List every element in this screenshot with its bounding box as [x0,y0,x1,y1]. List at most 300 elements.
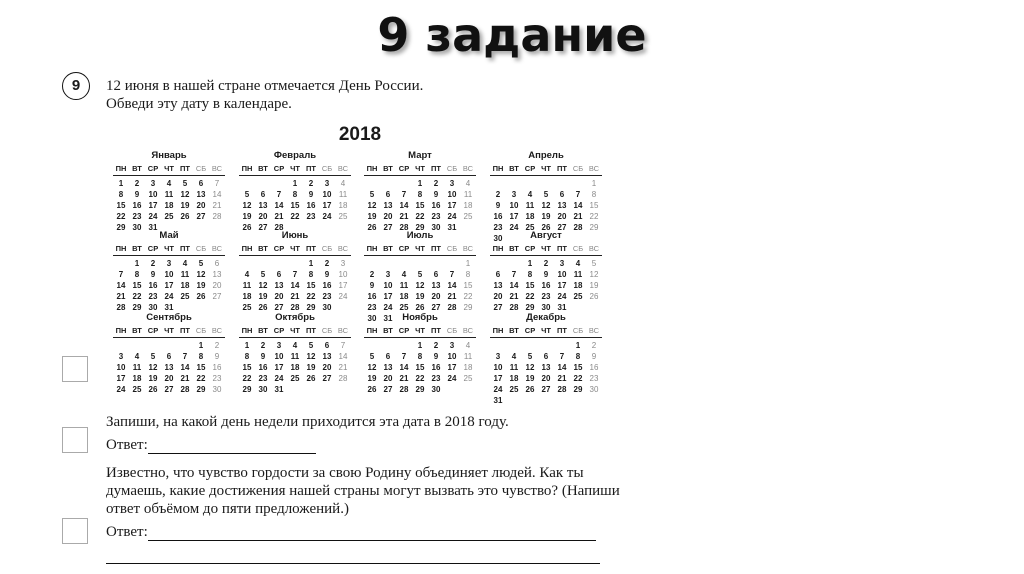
day-cell[interactable]: 14 [557,363,567,372]
day-cell[interactable]: 2 [308,179,314,188]
day-cell[interactable]: 24 [383,303,393,312]
day-cell[interactable]: 5 [308,341,314,350]
day-cell[interactable]: 5 [591,259,597,268]
day-cell[interactable]: 5 [417,270,423,279]
day-cell[interactable]: 12 [541,201,551,210]
day-cell[interactable]: 21 [274,212,284,221]
day-cell[interactable]: 26 [415,303,425,312]
day-cell[interactable]: 19 [180,201,190,210]
answer-box-3[interactable] [62,518,88,544]
day-cell[interactable]: 26 [148,385,158,394]
day-cell[interactable]: 30 [212,385,222,394]
day-cell[interactable]: 18 [338,201,348,210]
day-cell[interactable]: 6 [324,341,330,350]
day-cell[interactable]: 8 [292,190,298,199]
day-cell[interactable]: 31 [148,223,158,232]
day-cell[interactable]: 2 [324,259,330,268]
day-cell[interactable]: 2 [543,259,549,268]
day-cell[interactable]: 28 [447,303,457,312]
day-cell[interactable]: 3 [340,259,346,268]
day-cell[interactable]: 10 [557,270,567,279]
day-cell[interactable]: 11 [399,281,409,290]
day-cell[interactable]: 10 [322,190,332,199]
day-cell[interactable]: 23 [306,212,316,221]
day-cell[interactable]: 20 [196,201,206,210]
day-cell[interactable]: 27 [212,292,222,301]
day-cell[interactable]: 10 [148,190,158,199]
day-cell[interactable]: 20 [383,374,393,383]
day-cell[interactable]: 3 [511,190,517,199]
day-cell[interactable]: 21 [509,292,519,301]
day-cell[interactable]: 16 [212,363,222,372]
day-cell[interactable]: 10 [338,270,348,279]
day-cell[interactable]: 13 [557,201,567,210]
day-cell[interactable]: 4 [182,259,188,268]
day-cell[interactable]: 31 [274,385,284,394]
day-cell[interactable]: 24 [493,385,503,394]
day-cell[interactable]: 7 [292,270,298,279]
day-cell[interactable]: 23 [431,374,441,383]
day-cell[interactable]: 22 [463,292,473,301]
day-cell[interactable]: 26 [242,223,252,232]
day-cell[interactable]: 29 [415,223,425,232]
day-cell[interactable]: 24 [509,223,519,232]
day-cell[interactable]: 15 [132,281,142,290]
day-cell[interactable]: 31 [164,303,174,312]
day-cell[interactable]: 12 [589,270,599,279]
day-cell[interactable]: 5 [369,190,375,199]
day-cell[interactable]: 21 [557,374,567,383]
day-cell[interactable]: 28 [509,303,519,312]
day-cell[interactable]: 1 [244,341,250,350]
day-cell[interactable]: 25 [509,385,519,394]
answer-box-1[interactable] [62,356,88,382]
day-cell[interactable]: 16 [589,363,599,372]
day-cell[interactable]: 17 [116,374,126,383]
day-cell[interactable]: 13 [493,281,503,290]
day-cell[interactable]: 2 [214,341,220,350]
day-cell[interactable]: 22 [415,374,425,383]
day-cell[interactable]: 21 [116,292,126,301]
day-cell[interactable]: 12 [242,201,252,210]
day-cell[interactable]: 28 [212,212,222,221]
day-cell[interactable]: 18 [573,281,583,290]
day-cell[interactable]: 19 [242,212,252,221]
day-cell[interactable]: 26 [367,223,377,232]
day-cell[interactable]: 13 [431,281,441,290]
answer-line-3[interactable] [106,562,600,564]
day-cell[interactable]: 2 [150,259,156,268]
day-cell[interactable]: 10 [493,363,503,372]
day-cell[interactable]: 23 [431,212,441,221]
day-cell[interactable]: 27 [557,223,567,232]
day-cell[interactable]: 24 [148,212,158,221]
day-cell[interactable]: 16 [431,201,441,210]
day-cell[interactable]: 17 [274,363,284,372]
day-cell[interactable]: 3 [150,179,156,188]
day-cell[interactable]: 7 [182,352,188,361]
day-cell[interactable]: 21 [399,374,409,383]
day-cell[interactable]: 27 [164,385,174,394]
day-cell[interactable]: 1 [575,341,581,350]
answer-box-2[interactable] [62,427,88,453]
day-cell[interactable]: 15 [415,363,425,372]
day-cell[interactable]: 28 [180,385,190,394]
day-cell[interactable]: 23 [132,212,142,221]
day-cell[interactable]: 31 [447,223,457,232]
day-cell[interactable]: 30 [541,303,551,312]
day-cell[interactable]: 29 [573,385,583,394]
day-cell[interactable]: 7 [511,270,517,279]
day-cell[interactable]: 25 [290,374,300,383]
day-cell[interactable]: 29 [242,385,252,394]
day-cell[interactable]: 26 [525,385,535,394]
day-cell[interactable]: 20 [164,374,174,383]
day-cell[interactable]: 31 [383,314,393,323]
day-cell[interactable]: 10 [164,270,174,279]
day-cell[interactable]: 25 [180,292,190,301]
day-cell[interactable]: 8 [417,190,423,199]
day-cell[interactable]: 9 [324,270,330,279]
day-cell[interactable]: 27 [274,303,284,312]
day-cell[interactable]: 25 [463,212,473,221]
day-cell[interactable]: 1 [308,259,314,268]
day-cell[interactable]: 21 [338,363,348,372]
day-cell[interactable]: 28 [399,223,409,232]
day-cell[interactable]: 30 [493,234,503,243]
day-cell[interactable]: 13 [541,363,551,372]
day-cell[interactable]: 24 [447,374,457,383]
day-cell[interactable]: 7 [401,190,407,199]
day-cell[interactable]: 7 [449,270,455,279]
day-cell[interactable]: 6 [559,190,565,199]
day-cell[interactable]: 27 [383,223,393,232]
day-cell[interactable]: 19 [306,363,316,372]
day-cell[interactable]: 18 [290,363,300,372]
day-cell[interactable]: 3 [559,259,565,268]
day-cell[interactable]: 9 [214,352,220,361]
day-cell[interactable]: 16 [148,281,158,290]
day-cell[interactable]: 8 [308,270,314,279]
day-cell[interactable]: 9 [495,201,501,210]
day-cell[interactable]: 24 [557,292,567,301]
day-cell[interactable]: 13 [383,363,393,372]
day-cell[interactable]: 2 [260,341,266,350]
day-cell[interactable]: 6 [385,190,391,199]
day-cell[interactable]: 11 [463,190,473,199]
day-cell[interactable]: 21 [399,212,409,221]
day-cell[interactable]: 30 [367,314,377,323]
day-cell[interactable]: 9 [543,270,549,279]
day-cell[interactable]: 23 [148,292,158,301]
day-cell[interactable]: 28 [338,374,348,383]
day-cell[interactable]: 17 [509,212,519,221]
day-cell[interactable]: 11 [573,270,583,279]
day-cell[interactable]: 16 [258,363,268,372]
day-cell[interactable]: 10 [447,190,457,199]
day-cell[interactable]: 20 [431,292,441,301]
day-cell[interactable]: 18 [525,212,535,221]
day-cell[interactable]: 25 [525,223,535,232]
day-cell[interactable]: 20 [212,281,222,290]
day-cell[interactable]: 13 [258,201,268,210]
day-cell[interactable]: 14 [180,363,190,372]
day-cell[interactable]: 10 [509,201,519,210]
day-cell[interactable]: 26 [367,385,377,394]
day-cell[interactable]: 9 [308,190,314,199]
day-cell[interactable]: 21 [447,292,457,301]
day-cell[interactable]: 5 [198,259,204,268]
day-cell[interactable]: 31 [557,303,567,312]
day-cell[interactable]: 22 [196,374,206,383]
day-cell[interactable]: 25 [463,374,473,383]
day-cell[interactable]: 1 [591,179,597,188]
day-cell[interactable]: 11 [463,352,473,361]
day-cell[interactable]: 23 [541,292,551,301]
day-cell[interactable]: 6 [166,352,172,361]
day-cell[interactable]: 3 [166,259,172,268]
day-cell[interactable]: 2 [369,270,375,279]
day-cell[interactable]: 17 [338,281,348,290]
day-cell[interactable]: 14 [274,201,284,210]
day-cell[interactable]: 1 [417,341,423,350]
day-cell[interactable]: 16 [306,201,316,210]
day-cell[interactable]: 18 [463,201,473,210]
day-cell[interactable]: 6 [385,352,391,361]
day-cell[interactable]: 12 [367,201,377,210]
day-cell[interactable]: 14 [290,281,300,290]
day-cell[interactable]: 1 [292,179,298,188]
day-cell[interactable]: 11 [290,352,300,361]
day-cell[interactable]: 25 [399,303,409,312]
day-cell[interactable]: 9 [433,352,439,361]
day-cell[interactable]: 3 [324,179,330,188]
day-cell[interactable]: 20 [258,212,268,221]
day-cell[interactable]: 11 [525,201,535,210]
day-cell[interactable]: 11 [509,363,519,372]
day-cell[interactable]: 9 [134,190,140,199]
day-cell[interactable]: 7 [575,190,581,199]
day-cell[interactable]: 12 [258,281,268,290]
day-cell[interactable]: 14 [399,201,409,210]
day-cell[interactable]: 30 [431,385,441,394]
day-cell[interactable]: 12 [525,363,535,372]
day-cell[interactable]: 30 [589,385,599,394]
day-cell[interactable]: 1 [527,259,533,268]
day-cell[interactable]: 20 [557,212,567,221]
day-cell[interactable]: 27 [383,385,393,394]
day-cell[interactable]: 27 [258,223,268,232]
day-cell[interactable]: 1 [417,179,423,188]
day-cell[interactable]: 11 [242,281,252,290]
day-cell[interactable]: 22 [290,212,300,221]
day-cell[interactable]: 17 [447,363,457,372]
day-cell[interactable]: 14 [399,363,409,372]
day-cell[interactable]: 14 [212,190,222,199]
day-cell[interactable]: 28 [116,303,126,312]
day-cell[interactable]: 2 [433,341,439,350]
day-cell[interactable]: 11 [180,270,190,279]
day-cell[interactable]: 14 [338,352,348,361]
day-cell[interactable]: 8 [465,270,471,279]
day-cell[interactable]: 22 [589,212,599,221]
day-cell[interactable]: 29 [196,385,206,394]
day-cell[interactable]: 4 [465,179,471,188]
day-cell[interactable]: 1 [134,259,140,268]
day-cell[interactable]: 27 [322,374,332,383]
day-cell[interactable]: 11 [164,190,174,199]
day-cell[interactable]: 29 [116,223,126,232]
day-cell[interactable]: 29 [132,303,142,312]
day-cell[interactable]: 5 [150,352,156,361]
day-cell[interactable]: 15 [196,363,206,372]
day-cell[interactable]: 18 [242,292,252,301]
day-cell[interactable]: 12 [367,363,377,372]
day-cell[interactable]: 25 [573,292,583,301]
day-cell[interactable]: 25 [242,303,252,312]
day-cell[interactable]: 4 [244,270,250,279]
day-cell[interactable]: 4 [340,179,346,188]
day-cell[interactable]: 5 [543,190,549,199]
day-cell[interactable]: 10 [383,281,393,290]
day-cell[interactable]: 13 [212,270,222,279]
day-cell[interactable]: 5 [260,270,266,279]
day-cell[interactable]: 18 [463,363,473,372]
day-cell[interactable]: 26 [180,212,190,221]
day-cell[interactable]: 18 [180,281,190,290]
day-cell[interactable]: 7 [276,190,282,199]
day-cell[interactable]: 24 [116,385,126,394]
day-cell[interactable]: 11 [338,190,348,199]
day-cell[interactable]: 26 [589,292,599,301]
day-cell[interactable]: 18 [509,374,519,383]
day-cell[interactable]: 12 [180,190,190,199]
day-cell[interactable]: 22 [116,212,126,221]
day-cell[interactable]: 15 [463,281,473,290]
day-cell[interactable]: 25 [164,212,174,221]
day-cell[interactable]: 8 [198,352,204,361]
day-cell[interactable]: 11 [132,363,142,372]
day-cell[interactable]: 30 [322,303,332,312]
day-cell[interactable]: 22 [573,374,583,383]
day-cell[interactable]: 7 [340,341,346,350]
day-cell[interactable]: 10 [447,352,457,361]
day-cell[interactable]: 8 [118,190,124,199]
day-cell[interactable]: 24 [447,212,457,221]
day-cell[interactable]: 7 [214,179,220,188]
day-cell[interactable]: 19 [589,281,599,290]
day-cell[interactable]: 7 [559,352,565,361]
day-cell[interactable]: 30 [431,223,441,232]
day-cell[interactable]: 8 [134,270,140,279]
day-cell[interactable]: 4 [166,179,172,188]
day-cell[interactable]: 19 [367,374,377,383]
day-cell[interactable]: 19 [541,212,551,221]
day-cell[interactable]: 9 [260,352,266,361]
day-cell[interactable]: 13 [383,201,393,210]
day-cell[interactable]: 8 [575,352,581,361]
day-cell[interactable]: 22 [525,292,535,301]
day-cell[interactable]: 19 [415,292,425,301]
day-cell[interactable]: 20 [383,212,393,221]
day-cell[interactable]: 1 [198,341,204,350]
day-cell[interactable]: 10 [116,363,126,372]
day-cell[interactable]: 14 [509,281,519,290]
day-cell[interactable]: 4 [511,352,517,361]
day-cell[interactable]: 20 [541,374,551,383]
day-cell[interactable]: 27 [541,385,551,394]
day-cell[interactable]: 29 [306,303,316,312]
day-cell[interactable]: 30 [148,303,158,312]
day-cell[interactable]: 14 [447,281,457,290]
day-cell[interactable]: 2 [433,179,439,188]
day-cell[interactable]: 5 [527,352,533,361]
day-cell[interactable]: 8 [244,352,250,361]
day-cell[interactable]: 30 [258,385,268,394]
day-cell[interactable]: 24 [338,292,348,301]
day-cell[interactable]: 6 [543,352,549,361]
day-cell[interactable]: 26 [196,292,206,301]
day-cell[interactable]: 15 [573,363,583,372]
day-cell[interactable]: 10 [274,352,284,361]
day-cell[interactable]: 3 [385,270,391,279]
day-cell[interactable]: 9 [591,352,597,361]
day-cell[interactable]: 16 [367,292,377,301]
day-cell[interactable]: 4 [575,259,581,268]
day-cell[interactable]: 12 [415,281,425,290]
day-cell[interactable]: 8 [417,352,423,361]
day-cell[interactable]: 7 [118,270,124,279]
day-cell[interactable]: 19 [525,374,535,383]
day-cell[interactable]: 4 [401,270,407,279]
day-cell[interactable]: 13 [322,352,332,361]
day-cell[interactable]: 16 [431,363,441,372]
day-cell[interactable]: 1 [118,179,124,188]
day-cell[interactable]: 5 [182,179,188,188]
day-cell[interactable]: 18 [164,201,174,210]
day-cell[interactable]: 15 [242,363,252,372]
day-cell[interactable]: 15 [306,281,316,290]
day-cell[interactable]: 19 [367,212,377,221]
day-cell[interactable]: 21 [212,201,222,210]
day-cell[interactable]: 24 [274,374,284,383]
day-cell[interactable]: 23 [367,303,377,312]
day-cell[interactable]: 3 [118,352,124,361]
day-cell[interactable]: 3 [449,179,455,188]
day-cell[interactable]: 28 [290,303,300,312]
day-cell[interactable]: 17 [557,281,567,290]
day-cell[interactable]: 6 [260,190,266,199]
day-cell[interactable]: 6 [198,179,204,188]
day-cell[interactable]: 18 [132,374,142,383]
day-cell[interactable]: 26 [306,374,316,383]
day-cell[interactable]: 15 [525,281,535,290]
day-cell[interactable]: 7 [401,352,407,361]
day-cell[interactable]: 2 [591,341,597,350]
day-cell[interactable]: 29 [525,303,535,312]
answer-line-1[interactable] [148,438,316,454]
day-cell[interactable]: 6 [276,270,282,279]
day-cell[interactable]: 4 [527,190,533,199]
day-cell[interactable]: 8 [591,190,597,199]
day-cell[interactable]: 6 [214,259,220,268]
day-cell[interactable]: 27 [196,212,206,221]
day-cell[interactable]: 28 [399,385,409,394]
day-cell[interactable]: 25 [132,385,142,394]
day-cell[interactable]: 30 [132,223,142,232]
day-cell[interactable]: 16 [132,201,142,210]
answer-line-2[interactable] [148,525,596,541]
